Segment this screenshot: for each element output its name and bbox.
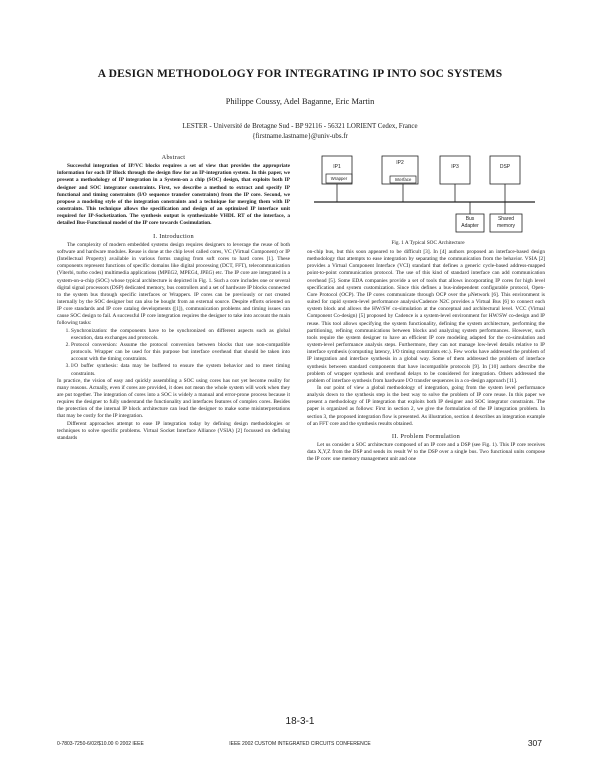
- problem-formulation-heading: II. Problem Formulation: [391, 432, 461, 440]
- footer-copyright: 0-7803-7250-6/02/$10.00 © 2002 IEEE: [57, 741, 144, 747]
- dsp-label: DSP: [499, 164, 511, 170]
- paper-affiliation: LESTER - Université de Bretagne Sud - BP 92116 - 56321 LORIENT Cedex, France: [182, 123, 418, 130]
- intro-paragraph-2: In practice, the vision of easy and quickly assembling a SOC using cores has not yet become reality for many reasons. Actually, even if cores are provided, it does not mean the whole system will work when they are put together. The integration of cores into a SOC is widely a manual and error-prone process because it requires the designer to fully understand the functionality and interfaces features of complex cores. Besides the protection of the internal IP block architecture can lead the designer to make some misinterpretations that may be costly for the IP integration.: [57, 377, 290, 420]
- abstract-text: Successful integration of IP/VC blocks requires a set of view that provides the appropriate information for each IP Block through the design flow for an IP-integration system. In this paper, we present a methodology of IP integration in a System-on a chip (SOC) design, that exploits both IP designer and SOC integrator constraints. First, we describe a method to extract and specify IP functional and timing constraints (I/O sequence transfer constraints) from the IP core. Second, we propose a modeling style of the integration constraints and a technique for merging them with IP constraints. This technique allows the specification and design of an optimized IP interface unit required for IP-Socketization. The synthesis output is synthesizable VHDL RT of the interface, a detailed Bus-Functional model of the IP core towards Cosimulation.: [57, 163, 290, 227]
- adapter-label: Adapter: [461, 223, 479, 229]
- ip1-label: IP1: [333, 164, 341, 170]
- intro-heading: I. Introduction: [153, 232, 194, 240]
- right-paragraph-3: Let us consider a SOC architecture composed of an IP core and a DSP (see Fig. 1). This IP core receives data X,Y,Z from the DSP and sends its result W to the DSP over a single bus. Two functional units compose the IP core: one memory management unit and one: [307, 442, 545, 463]
- shared-label: Shared: [497, 216, 515, 222]
- ip3-block: [440, 156, 470, 184]
- soc-architecture-figure: [310, 150, 546, 246]
- list-item: 3. I/O buffer synthesis: data may be buffered to ensure the system behavior and to meet timing constraints.: [71, 363, 290, 377]
- right-paragraph-1: on-chip bus, but this soon appeared to be difficult [3]. In [4] authors proposed an interface-based design methodology that attempts to ease integration by separating the communication from the behavior. VSIA [2] provides a Virtual Component Interface (VCI) standard that defines a generic cycle-based address-mapped point-to-point communication protocol. The use of this kind of standard interface can add communication overhead [5]. Some EDA companies provide a set of tools that allows incorporating IP cores for high level specification and system customization. Since this defines a bus-independent configurable protocol, Open-Core Protocol (OCP). The IP cores communicate through OCP over the μNetwork [6]. This environment is suited for rapid system-level performance analysis/Cadence N2C provides a Virtual Bus [6] to connect each system block and allows the HW/SW co-simulation at the conceptual and architectural level. VCC (Virtual Component Co-design) [5] proposed by Cadence is a system-level environment for HW/SW co-design and IP reuse. This tool allows specifying the system functionality, defining the system architecture, performing the partitioning, refining communications between blocks and analyzing system performances. However, such tools require the system designer to have an efficient IP core modeling adapted for the co-simulation and system-level performance analysis steps. Furthermore, they can not manage low-level details relative to IP interface synthesis (computing latency, I/O timing constraints etc.). Few works have addressed the problem of IP integration and interface synthesis in a global way. Some of them addressed the problem of interface synthesis between standard components that have incompatible protocols [9]. In [10] authors describe the problem of wrapper synthesis and overhead delays to be considered for integration. Others addressed the problem of interface synthesis from hardware I/O transfer sequences in a co-design approach [11].: [307, 249, 545, 384]
- list-item: 2. Protocol conversion: Assume the protocol conversion between blocks that use non-compatible protocols. Wrapper can be used for this purpose but interface overhead that should be taken into account with the timing constraints.: [71, 342, 290, 363]
- dsp-block: [490, 156, 520, 184]
- memory-label: memory: [496, 223, 516, 229]
- right-column: [307, 249, 545, 464]
- intro-paragraph-1: The complexity of modern embedded systems design requires designers to leverage the reuse of both software and hardware modules. Reuse is done at the chip level called cores, VC (Virtual Component) or IP (Intellectual Property) available in various forms ranging from soft cores to hard cores [1]. These components represent functions of specific domains like digital processing (DCT, FFT), telecommunication (Viterbi, turbo codes) multimedia applications (MPEG2, MPEG4, JPEG) etc. The IP core are integrated in a system-on-a-chip (SOC) whose typical architecture is depicted in Fig. 1. Such a core includes one or several digital signal processors (DSP) dedicated memory, bus controllers and a set of hardware IP blocks connected to the system bus through specific interfaces or Wrappers. IP cores can be previously or not created internally by the SOC designer but can also be bought from an external source. Despite efforts oriented on IP core standards and IP core catalog developments ([1]), communication problems and timing issues can cause SOC design to fail. A successful IP core integration requires the designer to take into account the main following tasks:: [57, 241, 290, 327]
- abstract-heading: Abstract: [161, 154, 186, 161]
- paper-email: {firstname.lastname}@univ-ubs.fr: [252, 133, 348, 140]
- bus-label: Bus: [465, 216, 475, 222]
- figure-caption: Fig. 1 A Typical SOC Architecture: [391, 240, 465, 246]
- page-number: 307: [527, 738, 542, 748]
- right-paragraph-2: In our point of view a global methodology of integration, going from the system level performance analysis down to the synthesis step is the best way to solve the problem of IP core reuse. In this paper we present a methodology of IP integration that exploits both IP designer and SOC integrator constraints. The paper is organized as follows: First in section 2, we give the formulation of the IP integration problem. In section 3, the proposed integration flow is presented. As illustration, section 4 describes an integration example of an FFT core and the synthesis results obtained.: [307, 384, 545, 427]
- intro-paragraph-3: Different approaches attempt to ease IP integration today by defining design methodologies or techniques to solve specific problems. Virtual Socket Interface Alliance (VSIA) [2] focussed on defining standards: [57, 420, 290, 441]
- session-code: 18-3-1: [285, 716, 315, 727]
- footer-conference: IEEE 2002 CUSTOM INTEGRATED CIRCUITS CONFERENCE: [229, 741, 371, 747]
- left-column: [57, 154, 290, 442]
- interface-label: Interface: [394, 176, 412, 182]
- paper-title: A DESIGN METHODOLOGY FOR INTEGRATING IP INTO SOC SYSTEMS: [97, 68, 503, 80]
- wrapper-label: Wrapper: [330, 175, 348, 181]
- paper-authors: Philippe Coussy, Adel Baganne, Eric Martin: [225, 97, 375, 106]
- list-item: 1. Synchronization: the components have to be synchronized on different aspects such as global execution, data exchanges and protocols.: [71, 328, 290, 342]
- ip2-label: IP2: [396, 160, 404, 166]
- ip3-label: IP3: [451, 164, 459, 170]
- integration-task-list: [57, 328, 290, 378]
